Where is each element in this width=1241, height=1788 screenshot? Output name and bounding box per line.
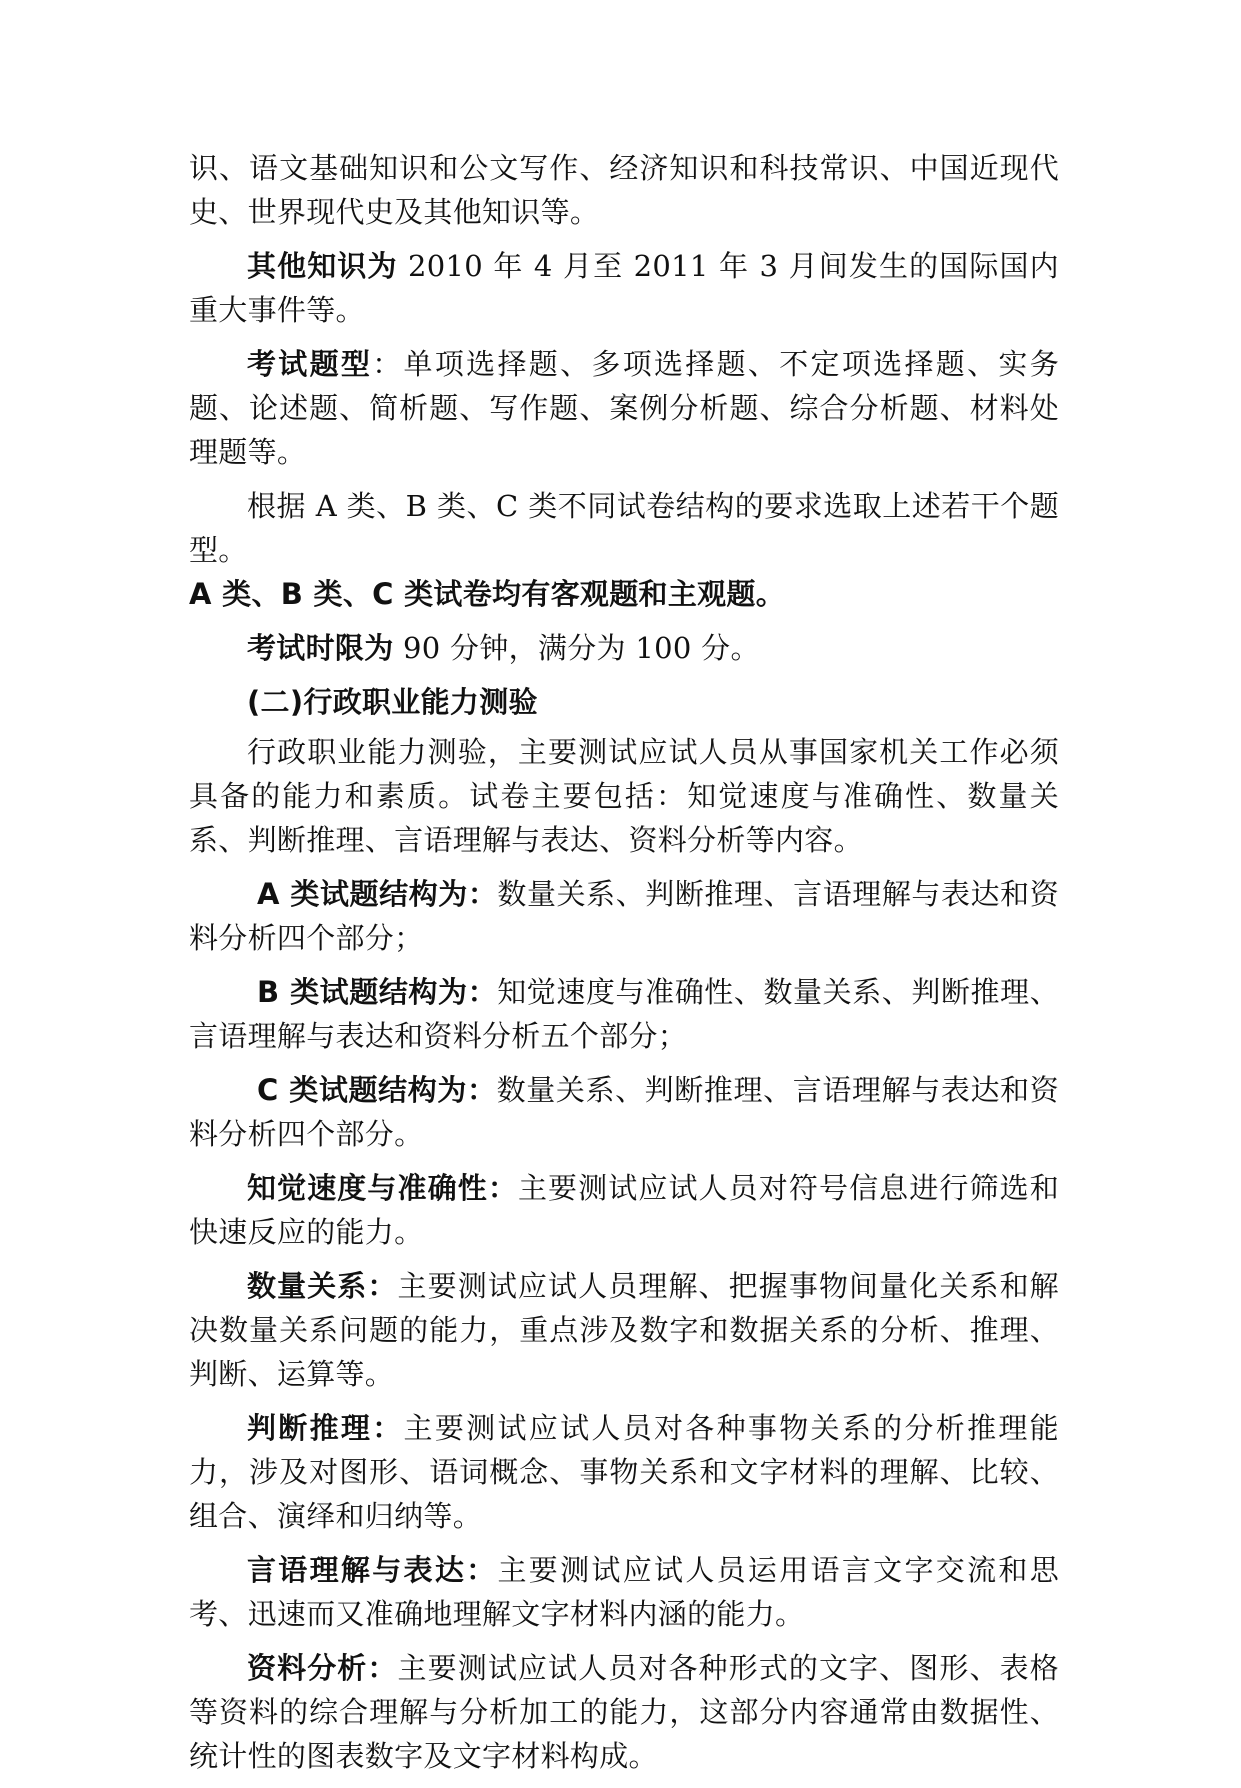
document-body bbox=[189, 146, 1059, 1788]
paragraph-lead: A 类试题结构为： bbox=[257, 877, 498, 911]
paragraph-time-limit bbox=[189, 626, 1059, 670]
paragraph-selection-rule bbox=[189, 484, 1059, 572]
paragraph-lead: 知觉速度与准确性： bbox=[247, 1171, 518, 1205]
paragraph-text: ：单项选择题、多项选择题、不定项选择题、实务题、论述题、简析题、写作题、案例分析题、综合分析题、材料处理题等。 bbox=[189, 347, 1059, 469]
paragraph-lead: A 类、B 类、C 类试卷均有客观题和主观题。 bbox=[189, 577, 786, 611]
paragraph-text: 行政职业能力测验，主要测试应试人员从事国家机关工作必须具备的能力和素质。试卷主要包括：知觉速度与准确性、数量关系、判断推理、言语理解与表达、资料分析等内容。 bbox=[189, 735, 1059, 857]
paragraph-type-c-structure bbox=[189, 1068, 1059, 1156]
paragraph-text: 数量关系、判断推理、言语理解与表达和资料分析四个部分； bbox=[189, 877, 1060, 955]
paragraph-perception-speed bbox=[189, 1166, 1059, 1254]
paragraph-lead: 考试时限为 bbox=[247, 631, 394, 665]
paragraph-objective-subjective bbox=[189, 572, 1059, 616]
paragraph-other-knowledge bbox=[189, 244, 1059, 332]
paragraph-text: 主要测试应试人员对各种事物关系的分析推理能力，涉及对图形、语词概念、事物关系和文字材料的理解、比较、组合、演绎和归纳等。 bbox=[189, 1411, 1059, 1533]
paragraph-verbal-comprehension bbox=[189, 1548, 1059, 1636]
paragraph-lead: B 类试题结构为： bbox=[257, 975, 498, 1009]
section-heading: (二)行政职业能力测验 bbox=[247, 685, 538, 719]
paragraph-lead: 考试题型 bbox=[247, 347, 373, 381]
paragraph-text: 主要测试应试人员对各种形式的文字、图形、表格等资料的综合理解与分析加工的能力，这部分内容通常由数据性、统计性的图表数字及文字材料构成。 bbox=[189, 1651, 1059, 1773]
paragraph-lead: 判断推理： bbox=[247, 1411, 404, 1445]
paragraph-text: 90 分钟，满分为 100 分。 bbox=[393, 631, 760, 665]
paragraph-question-types bbox=[189, 342, 1059, 474]
paragraph-judgment-reasoning bbox=[189, 1406, 1059, 1538]
paragraph-text: 根据 A 类、B 类、C 类不同试卷结构的要求选取上述若干个题型。 bbox=[189, 489, 1059, 567]
paragraph-lead: 数量关系： bbox=[247, 1269, 398, 1303]
paragraph-text: 知觉速度与准确性、数量关系、判断推理、言语理解与表达和资料分析五个部分； bbox=[189, 975, 1060, 1053]
paragraph-lead: C 类试题结构为： bbox=[257, 1073, 497, 1107]
paragraph-text: 主要测试应试人员对符号信息进行筛选和快速反应的能力。 bbox=[189, 1171, 1059, 1249]
paragraph-lead: 其他知识为 bbox=[247, 249, 398, 283]
paragraph-test-intro bbox=[189, 730, 1059, 862]
paragraph-text: 2010 年 4 月至 2011 年 3 月间发生的国际国内重大事件等。 bbox=[189, 249, 1059, 327]
paragraph-type-a-structure bbox=[189, 872, 1059, 960]
paragraph-text: 主要测试应试人员理解、把握事物间量化关系和解决数量关系问题的能力，重点涉及数字和数据关系的分析、推理、判断、运算等。 bbox=[189, 1269, 1059, 1391]
paragraph-type-b-structure bbox=[189, 970, 1059, 1058]
paragraph-text: 数量关系、判断推理、言语理解与表达和资料分析四个部分。 bbox=[189, 1073, 1059, 1151]
paragraph-text: 主要测试应试人员运用语言文字交流和思考、迅速而又准确地理解文字材料内涵的能力。 bbox=[189, 1553, 1059, 1631]
paragraph-data-analysis bbox=[189, 1646, 1059, 1778]
paragraph-knowledge-list bbox=[189, 146, 1059, 234]
paragraph-lead: 言语理解与表达： bbox=[247, 1553, 498, 1587]
paragraph-lead: 资料分析： bbox=[247, 1651, 398, 1685]
paragraph-quantitative-relations bbox=[189, 1264, 1059, 1396]
paragraph-text: 识、语文基础知识和公文写作、经济知识和科技常识、中国近现代史、世界现代史及其他知识等。 bbox=[189, 151, 1059, 229]
